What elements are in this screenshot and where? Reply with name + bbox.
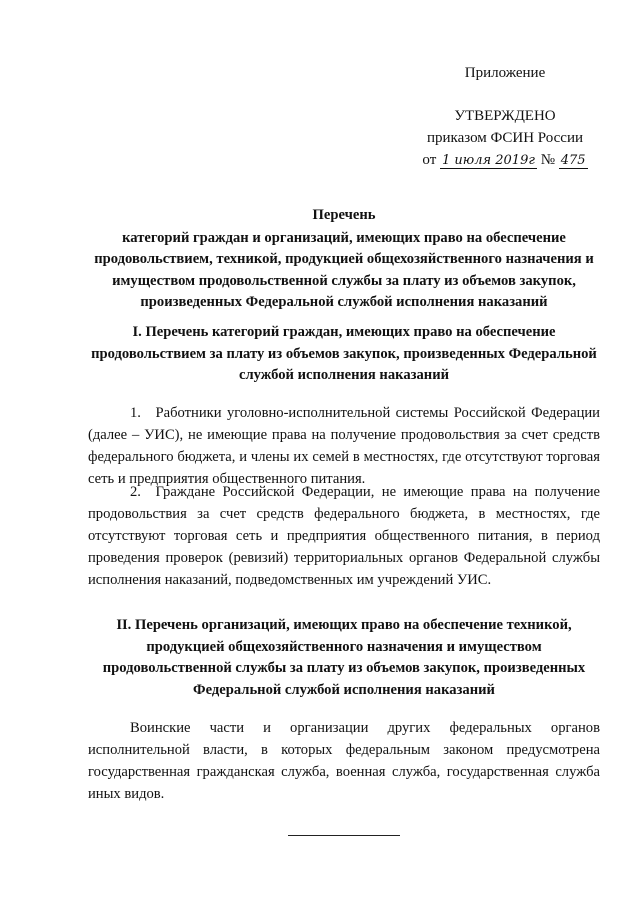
- section-2-heading: II. Перечень организаций, имеющих право на обеспечение техникой, продукцией общехозяйственного назначения и имуществом продовольственной службы за плату из объемов закупок, произведенных Федеральной службой исполнения наказаний: [102, 617, 586, 698]
- approved-label: УТВЕРЖДЕНО: [454, 108, 556, 124]
- appendix-label: Приложение: [464, 65, 546, 81]
- section-1-item-1: 1. Работники уголовно-исполнительной системы Российской Федерации (далее – УИС), не имеющие права на получение продовольствия за счет средств федерального бюджета, и члены их семей в местностях, где отсутствуют торговая сеть и предприятия общественного питания.: [88, 405, 600, 487]
- section-2-paragraph: Воинские части и организации других федеральных органов исполнительной власти, в которых федеральным законом предусмотрена государственная гражданская служба, военная служба, государственная служба иных видов.: [88, 720, 600, 802]
- number-prefix: №: [540, 152, 555, 168]
- order-date-line: [395, 149, 615, 172]
- title-head: Перечень: [312, 207, 376, 223]
- section-1-heading: I. Перечень категорий граждан, имеющих право на обеспечение продовольствием за плату из объемов закупок, произведенных Федеральной службой исполнения наказаний: [91, 324, 597, 383]
- approval-stamp-block: [395, 62, 615, 172]
- title-body: категорий граждан и организаций, имеющих право на обеспечение продовольствием, техникой, продукцией общехозяйственного назначения и имуществом продовольственной службы за плату из объемов закупок, произведенных Федеральной службой исполнения наказаний: [94, 229, 594, 310]
- handwritten-date: 1 июля 2019г: [442, 153, 535, 168]
- document-title: [88, 205, 600, 314]
- order-label: приказом ФСИН России: [426, 130, 584, 146]
- handwritten-number: 475: [560, 153, 586, 168]
- section-1-item-2: 2. Граждане Российской Федерации, не имеющие права на получение продовольствия за счет средств федерального бюджета, в местностях, где отсутствуют торговая сеть и предприятия общественного питания, в период проведения проверок (ревизий) территориальных органов Федеральной службы исполнения наказаний, подведомственных им учреждений УИС.: [88, 484, 600, 588]
- date-prefix: от: [422, 152, 437, 168]
- closing-rule: [288, 835, 400, 836]
